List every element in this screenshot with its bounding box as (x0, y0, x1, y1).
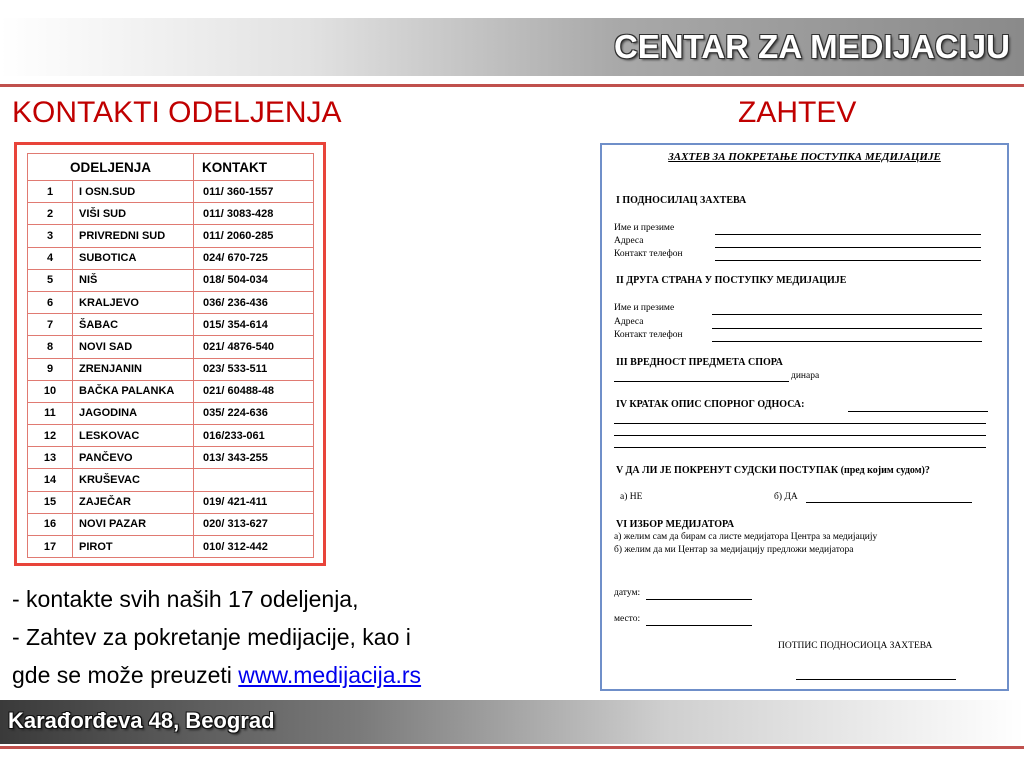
form-applicant-phone-label: Контакт телефон (614, 249, 683, 259)
form-line (806, 502, 972, 503)
department-contact: 015/ 354-614 (194, 314, 314, 336)
row-number: 1 (28, 181, 73, 203)
row-number: 5 (28, 269, 73, 291)
table-row (28, 447, 314, 469)
footer-divider (0, 746, 1024, 749)
department-contact: 011/ 2060-285 (194, 225, 314, 247)
department-name: KRALJEVO (73, 291, 194, 313)
form-line (614, 423, 986, 424)
form-section-value: III ВРЕДНОСТ ПРЕДМЕТА СПОРА (616, 357, 783, 368)
department-contact: 021/ 4876-540 (194, 336, 314, 358)
form-court-no: а) НЕ (620, 492, 643, 502)
department-name: JAGODINA (73, 402, 194, 424)
department-name: PIROT (73, 536, 194, 558)
form-signature-label: ПОТПИС ПОДНОСИОЦА ЗАХТЕВА (778, 641, 933, 651)
form-court-yes: б) ДА (774, 492, 798, 502)
row-number: 7 (28, 314, 73, 336)
table-row (28, 269, 314, 291)
department-name: PRIVREDNI SUD (73, 225, 194, 247)
department-contact: 019/ 421-411 (194, 491, 314, 513)
department-contact: 010/ 312-442 (194, 536, 314, 558)
department-contact: 016/233-061 (194, 425, 314, 447)
form-applicant-address-label: Адреса (614, 236, 644, 246)
department-contact: 024/ 670-725 (194, 247, 314, 269)
row-number: 9 (28, 358, 73, 380)
bullet-request: - Zahtev za pokretanje medijacije, kao i (12, 624, 411, 650)
form-line (614, 381, 789, 382)
form-signature-line (796, 679, 956, 680)
form-title: ЗАХТЕВ ЗА ПОКРЕТАЊЕ ПОСТУПКА МЕДИЈАЦИЈЕ (668, 151, 941, 163)
row-number: 6 (28, 291, 73, 313)
departments-table-frame (14, 142, 326, 566)
form-line (715, 247, 981, 248)
form-place-label: место: (614, 614, 641, 624)
department-name: I OSN.SUD (73, 181, 194, 203)
form-line (646, 625, 752, 626)
department-contact: 013/ 343-255 (194, 447, 314, 469)
table-row (28, 491, 314, 513)
table-row (28, 380, 314, 402)
table-row (28, 203, 314, 225)
table-row (28, 425, 314, 447)
department-name: ZRENJANIN (73, 358, 194, 380)
form-date-label: датум: (614, 588, 641, 598)
department-contact (194, 469, 314, 491)
table-row (28, 181, 314, 203)
table-row (28, 247, 314, 269)
request-form-preview (600, 143, 1009, 691)
departments-table (27, 153, 314, 558)
table-row (28, 225, 314, 247)
department-name: ZAJEČAR (73, 491, 194, 513)
department-name: PANČEVO (73, 447, 194, 469)
form-line (614, 447, 986, 448)
column-header-departments: ODELJENJA (28, 154, 194, 181)
form-line (712, 328, 982, 329)
row-number: 8 (28, 336, 73, 358)
form-applicant-name-label: Име и презиме (614, 223, 675, 233)
table-header-row (28, 154, 314, 181)
form-other-phone-label: Контакт телефон (614, 330, 683, 340)
department-contact: 011/ 360-1557 (194, 181, 314, 203)
row-number: 14 (28, 469, 73, 491)
form-section-other-party: II ДРУГА СТРАНА У ПОСТУПКУ МЕДИЈАЦИЈЕ (616, 275, 847, 286)
form-other-address-label: Адреса (614, 317, 644, 327)
page-title: CENTAR ZA MEDIJACIJU (613, 28, 1010, 65)
row-number: 2 (28, 203, 73, 225)
row-number: 15 (28, 491, 73, 513)
department-name: ŠABAC (73, 314, 194, 336)
department-name: KRUŠEVAC (73, 469, 194, 491)
department-name: VIŠI SUD (73, 203, 194, 225)
form-line (848, 411, 988, 412)
info-text (12, 580, 582, 694)
form-mediator-option-b: б) желим да ми Центар за медијацију предложи медијатора (614, 545, 854, 555)
form-line (614, 435, 986, 436)
request-heading: ZAHTEV (738, 96, 857, 129)
table-row (28, 291, 314, 313)
department-name: LESKOVAC (73, 425, 194, 447)
table-row (28, 536, 314, 558)
row-number: 11 (28, 402, 73, 424)
department-name: NOVI PAZAR (73, 513, 194, 535)
bullet-contacts: - kontakte svih naših 17 odeljenja, (12, 586, 359, 612)
row-number: 4 (28, 247, 73, 269)
form-section-court: V ДА ЛИ ЈЕ ПОКРЕНУТ СУДСКИ ПОСТУПАК (пред којим судом)? (616, 465, 930, 476)
row-number: 12 (28, 425, 73, 447)
form-other-name-label: Име и презиме (614, 303, 675, 313)
department-name: NIŠ (73, 269, 194, 291)
department-name: SUBOTICA (73, 247, 194, 269)
form-mediator-option-a: а) желим сам да бирам са листе медијатора Центра за медијацију (614, 532, 878, 542)
form-currency-label: динара (791, 371, 820, 381)
row-number: 17 (28, 536, 73, 558)
row-number: 16 (28, 513, 73, 535)
header-divider (0, 84, 1024, 87)
footer-address: Karađorđeva 48, Beograd (8, 708, 275, 733)
table-row (28, 513, 314, 535)
department-contact: 021/ 60488-48 (194, 380, 314, 402)
form-section-mediator: VI ИЗБОР МЕДИЈАТОРА (616, 519, 735, 530)
row-number: 3 (28, 225, 73, 247)
department-contact: 020/ 313-627 (194, 513, 314, 535)
table-row (28, 336, 314, 358)
form-section-applicant: I ПОДНОСИЛАЦ ЗАХТЕВА (616, 195, 747, 206)
contacts-heading: KONTAKTI ODELJENJA (12, 96, 342, 129)
table-row (28, 358, 314, 380)
table-row (28, 469, 314, 491)
website-link[interactable]: www.medijacija.rs (238, 662, 422, 688)
form-section-description: IV КРАТАК ОПИС СПОРНОГ ОДНОСА: (616, 399, 805, 410)
column-header-contact: KONTAKT (194, 154, 314, 181)
row-number: 13 (28, 447, 73, 469)
form-line (712, 314, 982, 315)
download-text: gde se može preuzeti (12, 662, 239, 688)
department-name: BAČKA PALANKA (73, 380, 194, 402)
table-row (28, 314, 314, 336)
table-row (28, 402, 314, 424)
department-contact: 023/ 533-511 (194, 358, 314, 380)
department-name: NOVI SAD (73, 336, 194, 358)
row-number: 10 (28, 380, 73, 402)
department-contact: 011/ 3083-428 (194, 203, 314, 225)
form-line (715, 234, 981, 235)
form-line (646, 599, 752, 600)
form-line (712, 341, 982, 342)
department-contact: 018/ 504-034 (194, 269, 314, 291)
department-contact: 036/ 236-436 (194, 291, 314, 313)
bullet-download (12, 656, 582, 694)
form-line (715, 260, 981, 261)
department-contact: 035/ 224-636 (194, 402, 314, 424)
